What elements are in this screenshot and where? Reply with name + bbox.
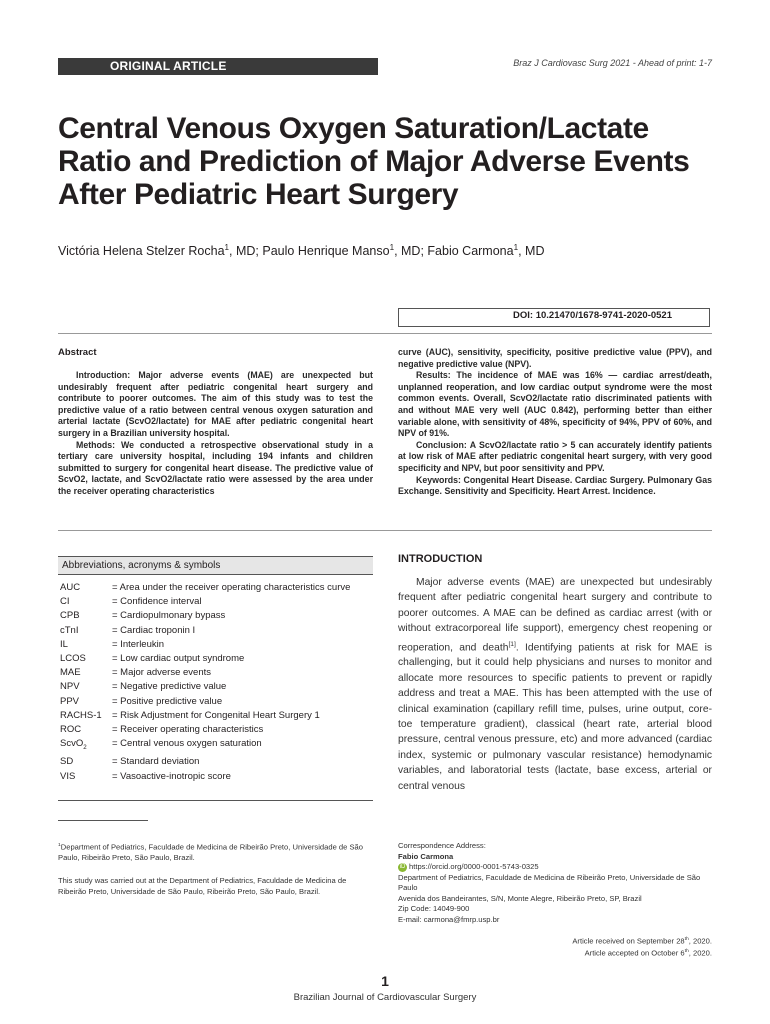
introduction-heading: INTRODUCTION	[398, 553, 483, 565]
abbreviation-value: = Major adverse events	[112, 667, 212, 679]
author-name[interactable]: Fabio Carmona	[427, 244, 514, 259]
correspondence-email[interactable]: E-mail: carmona@fmrp.usp.br	[398, 914, 500, 924]
correspondence-zip: Zip Code: 14049-900	[398, 904, 470, 913]
abbreviation-key: CI	[60, 596, 70, 608]
abbreviations-heading: Abbreviations, acronyms & symbols	[58, 556, 373, 575]
abbreviation-value: = Risk Adjustment for Congenital Heart Surgery 1	[112, 709, 320, 721]
footnote-rule	[58, 820, 148, 821]
abstract-left-column	[58, 370, 373, 498]
correspondence-name: Fabio Carmona	[398, 851, 454, 861]
abbreviation-key: RACHS-1	[60, 709, 102, 721]
affiliation-text: Department of Pediatrics, Faculdade de Medicina de Ribeirão Preto, Universidade de São Paulo, Ribeirão Preto, São Paulo, Brazil.	[58, 842, 363, 863]
abbreviation-key: cTnI	[60, 624, 79, 636]
abstract-introduction: Introduction: Major adverse events (MAE) are unexpected but undesirably frequent after pediatric congenital heart surgery and contribute to poorer outcomes. The aim of this study was to test the predictive value of a ratio between central venous oxygen saturation and arterial lactate (ScvO2/lactate) for MAE after pediatric congenital heart surgery in a Brazilian university hospital.	[58, 370, 373, 438]
abstract-methods: Methods: We conducted a retrospective observational study in a tertiary care university hospital, including 194 infants and children submitted to surgery for congenital heart disease. The predictive value of ScvO2, lactate, and ScvO2/lactate ratio were assessed by the area under the receiver operating characteristics	[58, 439, 373, 496]
received-date	[398, 935, 712, 947]
abbreviation-row	[60, 638, 375, 652]
abbreviation-key: AUC	[60, 582, 81, 593]
abbreviation-value: = Cardiopulmonary bypass	[112, 610, 226, 622]
affiliation-mark: 1	[389, 243, 395, 252]
abbreviation-row	[60, 595, 375, 609]
author-list	[58, 243, 544, 258]
abbreviation-value: = Confidence interval	[112, 596, 202, 608]
correspondence-address: Avenida dos Bandeirantes, S/N, Monte Alegre, Ribeirão Preto, SP, Brazil	[398, 893, 642, 903]
study-footnote: This study was carried out at the Department of Pediatrics, Faculdade de Medicina de Ribeirão Preto, Universidade de São Paulo, Ribeirão Preto, São Paulo, Brazil.	[58, 876, 347, 896]
abbreviation-key: LCOS	[60, 653, 86, 665]
received-year: , 2020.	[688, 936, 712, 946]
abbreviation-key: NPV	[60, 681, 80, 693]
abbreviation-row	[60, 770, 375, 784]
abbreviation-value: = Central venous oxygen saturation	[112, 738, 262, 750]
abbreviation-row	[60, 680, 375, 694]
journal-reference: Braz J Cardiovasc Surg 2021 - Ahead of print: 1-7	[513, 58, 712, 68]
abbreviation-row	[60, 666, 375, 680]
abbreviation-value: = Negative predictive value	[112, 681, 227, 693]
abstract-heading: Abstract	[58, 347, 97, 358]
abbreviation-key: VIS	[60, 770, 76, 782]
abstract-results: Results: The incidence of MAE was 16% — cardiac arrest/death, unplanned reoperation, and low cardiac output syndrome were the most common events. Overall, ScvO2/lactate ratio discriminated patients with and without MAE very well (AUC 0.842), performing better than either variable alone, with sensitivity of 48%, specificity of 94%, PPV of 60%, and NPV of 91%.	[398, 370, 712, 439]
introduction-text: . Identifying patients at risk for MAE is challenging, but it could help physicians and nurses to monitor and allocate more resources to specific patients to prevent or rapidly address and treat a MAE. This has been attempted with the use of clinical examination (capillary refill time, pulses, urine output, core-toe temperature gradient), classical (heart rate, arterial blood pressure, central venous pressure, etc) and more advanced (cardiac index, systemic or pulmonary vascular resistance) hemodynamic variables, and laboratorial tests (lactate, base excess, arterial or central venous	[398, 642, 713, 792]
abstract-keywords: Keywords: Congenital Heart Disease. Cardiac Surgery. Pulmonary Gas Exchange. Sensitivity and Specificity. Heart Arrest. Incidence.	[398, 474, 712, 497]
abstract-right-column	[398, 347, 712, 498]
orcid-icon: iD	[399, 863, 406, 870]
article-title: Central Venous Oxygen Saturation/Lactate Ratio and Prediction of Major Adverse Events After Pediatric Heart Surgery	[58, 112, 690, 211]
abbreviation-row	[60, 609, 375, 623]
introduction-text: Major adverse events (MAE) are unexpected but undesirably frequent after pediatric congenital heart surgery and contribute to poorer outcomes. A MAE can be defined as cardiac arrest (with or without extracorporeal life support), emergency chest reopening or reoperation, and death	[398, 577, 712, 654]
correspondence-department: Department of Pediatrics, Faculdade de Medicina de Ribeirão Preto, Universidade de São Paulo	[398, 872, 701, 892]
citation-link[interactable]: [1]	[508, 640, 516, 648]
doi-link[interactable]: DOI: 10.21470/1678-9741-2020-0521	[513, 310, 672, 321]
abbreviation-value: = Cardiac troponin I	[112, 624, 196, 636]
orcid-link[interactable]: https://orcid.org/0000-0001-5743-0325	[409, 862, 539, 871]
author-suffix: , MD;	[394, 244, 428, 259]
abbreviation-key: CPB	[60, 610, 80, 622]
affiliation-mark: 1	[224, 243, 230, 252]
introduction-body	[398, 575, 712, 794]
abbreviation-value: = Receiver operating characteristics	[112, 724, 264, 736]
abstract-methods-continued: curve (AUC), sensitivity, specificity, positive predictive value (PPV), and negative predictive value (NPV).	[398, 347, 712, 369]
author-suffix: , MD;	[229, 244, 263, 259]
abbreviation-value: = Vasoactive-inotropic score	[112, 770, 231, 782]
abbreviation-row	[60, 723, 375, 737]
author-name[interactable]: Paulo Henrique Manso	[262, 244, 390, 259]
abbreviation-value: = Interleukin	[112, 638, 165, 650]
article-dates	[398, 935, 712, 959]
received-text: Article received on September 28	[572, 936, 685, 946]
abstract-conclusion: Conclusion: A ScvO2/lactate ratio > 5 can accurately identify patients at low risk of MAE after pediatric congenital heart surgery, with very good specificity and NPV, but poor sensitivity and PPV.	[398, 439, 712, 473]
accepted-year: , 2020.	[688, 948, 712, 958]
abbreviation-row	[60, 581, 375, 595]
abbreviation-value: = Standard deviation	[112, 756, 200, 768]
affiliation-mark: 1	[513, 243, 519, 252]
abbreviation-row	[60, 709, 375, 723]
abbreviation-key: ScvO$_2$	[60, 738, 87, 752]
abbreviation-row	[60, 737, 375, 755]
abbreviation-row	[60, 695, 375, 709]
page-number: 1	[381, 973, 389, 989]
abbreviation-key: SD	[60, 756, 74, 768]
section-label: ORIGINAL ARTICLE	[110, 59, 227, 73]
correspondence-block	[398, 841, 712, 925]
abbreviation-value: = Positive predictive value	[112, 695, 223, 707]
journal-footer: Brazilian Journal of Cardiovascular Surgery	[293, 992, 477, 1003]
accepted-date	[398, 947, 712, 959]
abbreviation-row	[60, 624, 375, 638]
abbreviations-table	[60, 581, 375, 784]
abbreviation-value: = Low cardiac output syndrome	[112, 653, 245, 665]
abbreviations-bottom-rule	[58, 800, 373, 801]
abbreviation-key: IL	[60, 638, 68, 650]
divider	[58, 333, 712, 334]
abbreviation-value: = Area under the receiver operating characteristics curve	[112, 582, 351, 593]
ordinal-suffix: th	[684, 949, 689, 955]
ordinal-suffix: th	[684, 937, 689, 942]
affiliation-footnote	[58, 841, 376, 864]
author-suffix: , MD	[518, 244, 545, 259]
abbreviation-key: MAE	[60, 667, 81, 679]
author-name[interactable]: Victória Helena Stelzer Rocha	[58, 244, 225, 259]
abbreviation-row	[60, 755, 375, 769]
accepted-text: Article accepted on October 6	[584, 948, 685, 958]
abbreviation-key: ROC	[60, 724, 82, 736]
abbreviation-key: PPV	[60, 695, 80, 707]
abbreviation-row	[60, 652, 375, 666]
correspondence-label: Correspondence Address:	[398, 841, 486, 850]
affiliation-mark: 1	[58, 843, 61, 848]
divider	[58, 530, 712, 531]
